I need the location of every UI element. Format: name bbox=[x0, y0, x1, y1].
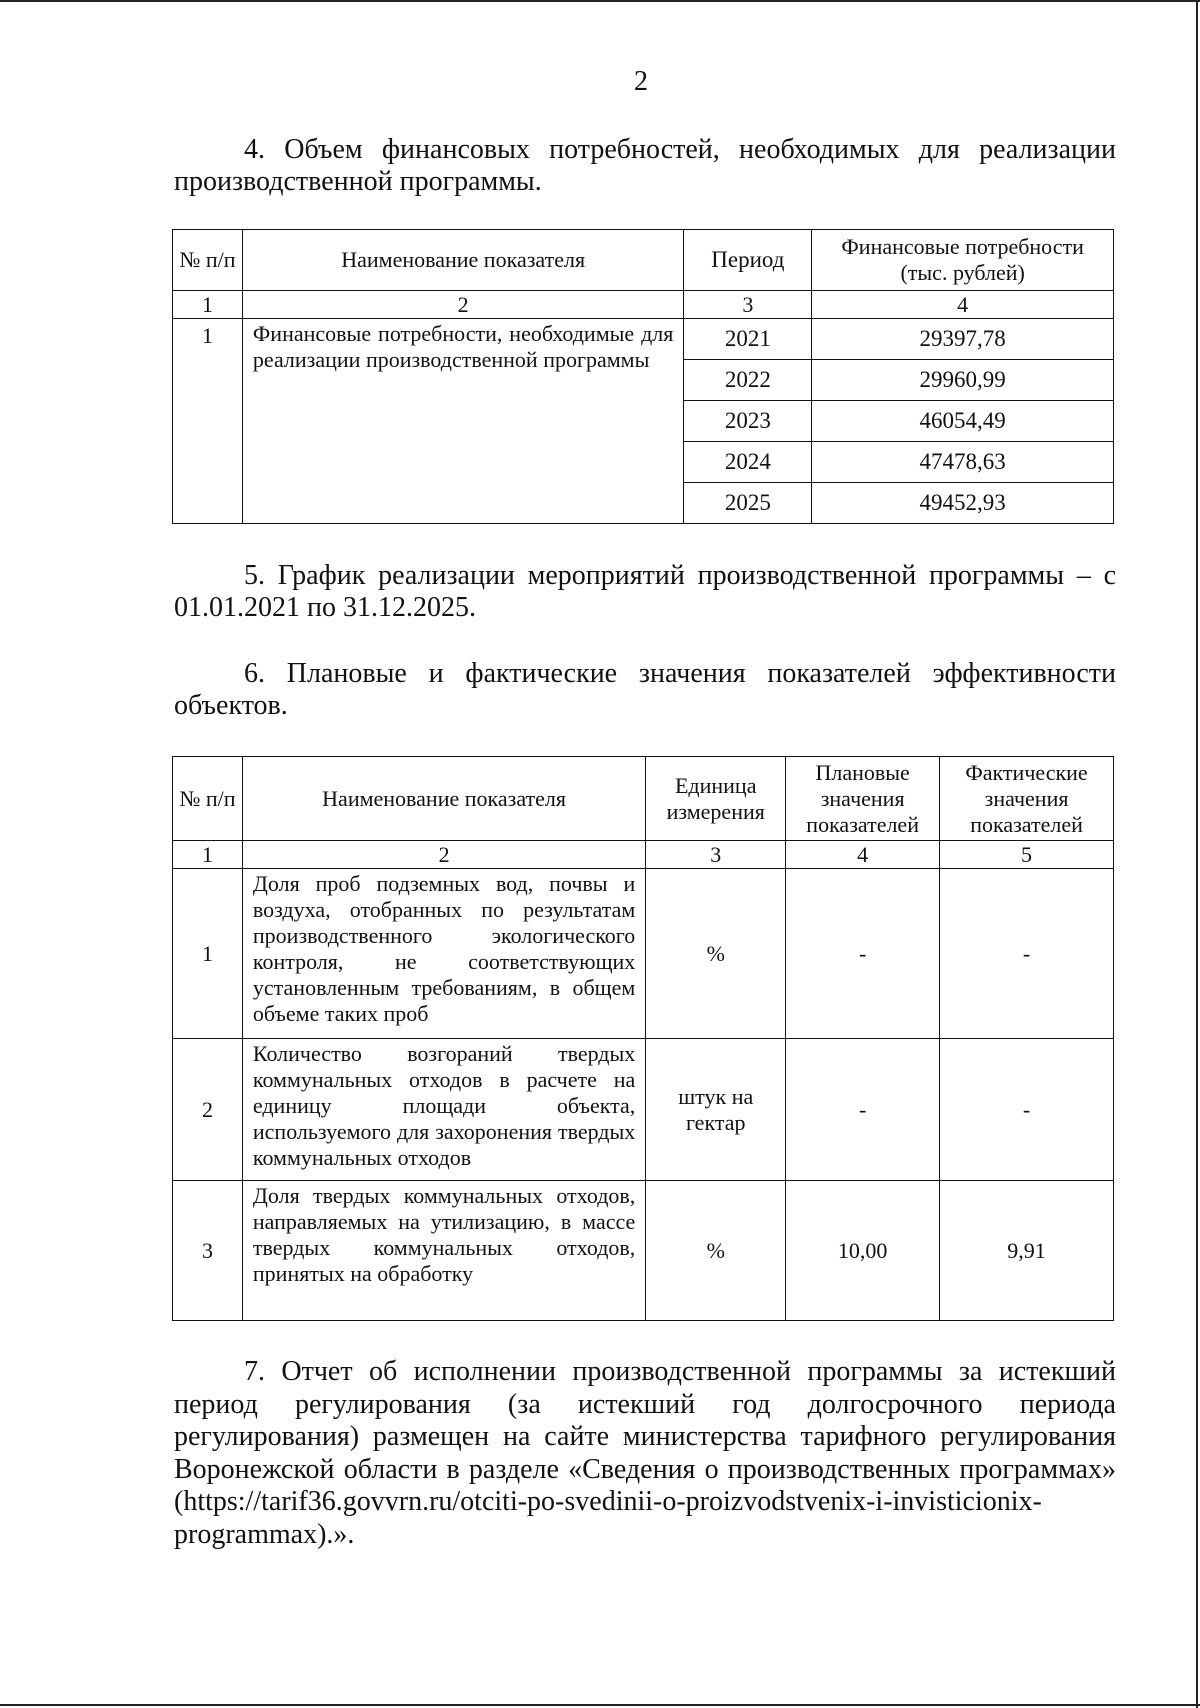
efficiency-indicators-table bbox=[172, 756, 1114, 1321]
header-cell: № п/п bbox=[173, 757, 243, 841]
indicator-name: Финансовые потребности, необходимые для реализации производственной программы bbox=[242, 319, 683, 524]
section-6-heading: 6. Плановые и фактические значения показателей эффективности объектов. bbox=[174, 658, 1116, 721]
table-row bbox=[173, 1039, 1114, 1181]
column-number: 1 bbox=[173, 291, 243, 319]
unit-cell: штук на гектар bbox=[646, 1039, 786, 1181]
plan-value: - bbox=[786, 869, 940, 1039]
header-cell: Период bbox=[684, 230, 812, 291]
header-cell: Наименование показателя bbox=[242, 757, 645, 841]
row-number: 3 bbox=[173, 1181, 243, 1321]
fact-value: - bbox=[940, 1039, 1114, 1181]
financial-value: 46054,49 bbox=[812, 401, 1114, 442]
period-year: 2024 bbox=[684, 442, 812, 483]
unit-cell: % bbox=[646, 1181, 786, 1321]
financial-value: 47478,63 bbox=[812, 442, 1114, 483]
column-number-row bbox=[173, 841, 1114, 869]
financial-value: 29960,99 bbox=[812, 360, 1114, 401]
column-number: 5 bbox=[940, 841, 1114, 869]
header-cell: Фактические значения показателей bbox=[940, 757, 1114, 841]
section-5-text: 5. График реализации мероприятий производственной программы – с 01.01.2021 по 31.12.2025. bbox=[174, 560, 1116, 623]
scan-edge-bottom bbox=[0, 1704, 1200, 1706]
column-number: 3 bbox=[646, 841, 786, 869]
section-4-heading: 4. Объем финансовых потребностей, необходимых для реализации производственной программы. bbox=[174, 134, 1116, 197]
column-number: 4 bbox=[812, 291, 1114, 319]
scan-edge-top bbox=[0, 0, 1200, 2]
column-number: 2 bbox=[242, 841, 645, 869]
table-row bbox=[173, 319, 1114, 360]
period-year: 2023 bbox=[684, 401, 812, 442]
period-year: 2022 bbox=[684, 360, 812, 401]
period-year: 2025 bbox=[684, 483, 812, 524]
row-number: 1 bbox=[173, 869, 243, 1039]
financial-value: 49452,93 bbox=[812, 483, 1114, 524]
column-number: 4 bbox=[786, 841, 940, 869]
unit-cell: % bbox=[646, 869, 786, 1039]
section-7-text: 7. Отчет об исполнении производственной программы за истекший период регулирования (за истекший год долгосрочного периода регулирования) размещен на сайте министерства тарифного регулирования Воронежской области в разделе «Сведения о производственных программах» (https://tarif36.govvrn.ru/otciti-po-svedinii-o-proizvodstvenix-i-invisticionix-programmax).». bbox=[174, 1356, 1116, 1550]
page-number: 2 bbox=[634, 66, 648, 97]
indicator-name: Количество возгораний твердых коммунальных отходов в расчете на единицу площади объекта, используемого для захоронения твердых коммунальных отходов bbox=[242, 1039, 645, 1181]
header-cell: Финансовые потребности (тыс. рублей) bbox=[812, 230, 1114, 291]
table-header-row bbox=[173, 757, 1114, 841]
header-cell: Плановые значения показателей bbox=[786, 757, 940, 841]
plan-value: 10,00 bbox=[786, 1181, 940, 1321]
column-number-row bbox=[173, 291, 1114, 319]
header-cell: Единица измерения bbox=[646, 757, 786, 841]
column-number: 2 bbox=[242, 291, 683, 319]
table-header-row bbox=[173, 230, 1114, 291]
financial-value: 29397,78 bbox=[812, 319, 1114, 360]
table-row bbox=[173, 1181, 1114, 1321]
header-cell: № п/п bbox=[173, 230, 243, 291]
row-number: 2 bbox=[173, 1039, 243, 1181]
fact-value: - bbox=[940, 869, 1114, 1039]
table-row bbox=[173, 869, 1114, 1039]
fact-value: 9,91 bbox=[940, 1181, 1114, 1321]
column-number: 1 bbox=[173, 841, 243, 869]
header-cell: Наименование показателя bbox=[242, 230, 683, 291]
plan-value: - bbox=[786, 1039, 940, 1181]
period-year: 2021 bbox=[684, 319, 812, 360]
row-number: 1 bbox=[173, 319, 243, 524]
indicator-name: Доля проб подземных вод, почвы и воздуха, отобранных по результатам производственного экологического контроля, не соответствующих установленным требованиям, в общем объеме таких проб bbox=[242, 869, 645, 1039]
column-number: 3 bbox=[684, 291, 812, 319]
indicator-name: Доля твердых коммунальных отходов, направляемых на утилизацию, в массе твердых коммунальных отходов, принятых на обработку bbox=[242, 1181, 645, 1321]
scan-edge-right bbox=[1196, 0, 1198, 1708]
financial-needs-table bbox=[172, 229, 1114, 524]
